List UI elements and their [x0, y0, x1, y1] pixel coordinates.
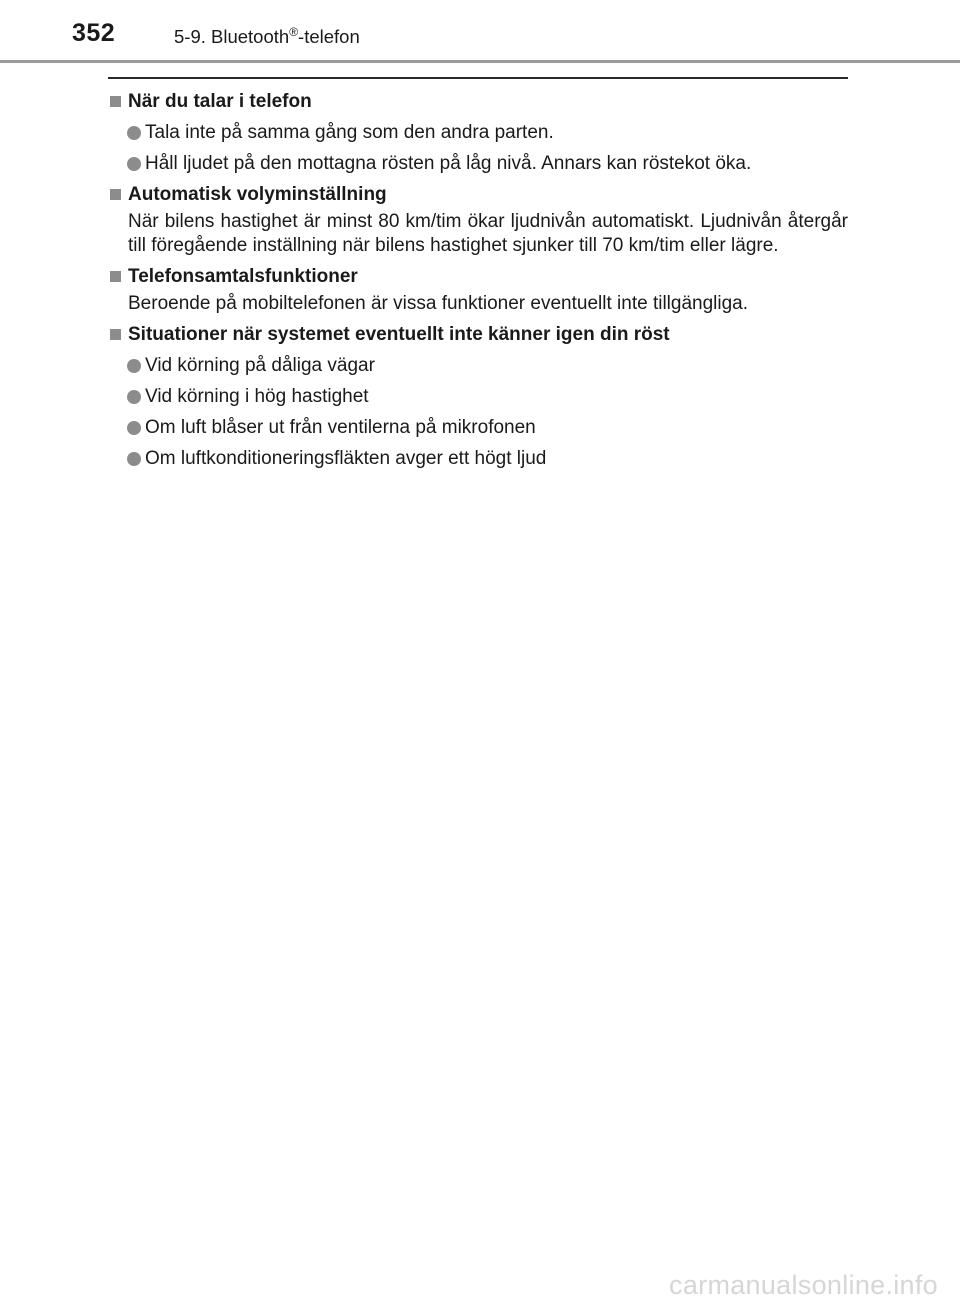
list-item-text: Vid körning på dåliga vägar — [145, 355, 375, 376]
section-title — [174, 26, 360, 48]
section-title-prefix: 5-9. Bluetooth — [174, 26, 290, 47]
list-item — [108, 152, 848, 176]
page-number: 352 — [72, 19, 116, 47]
header-divider — [0, 60, 960, 63]
section-heading-functions — [108, 265, 848, 289]
circle-bullet-icon — [127, 452, 141, 466]
registered-mark: ® — [289, 25, 299, 39]
square-bullet-icon — [110, 329, 121, 340]
list-item — [108, 416, 848, 440]
square-bullet-icon — [110, 96, 121, 107]
heading-text: Situationer när systemet eventuellt inte känner igen din röst — [128, 324, 670, 345]
list-item-text: Om luft blåser ut från ventilerna på mikrofonen — [145, 417, 536, 438]
list-item-text: Tala inte på samma gång som den andra parten. — [145, 122, 554, 143]
square-bullet-icon — [110, 271, 121, 282]
list-item — [108, 447, 848, 471]
list-item — [108, 385, 848, 409]
watermark: carmanualsonline.info — [669, 1270, 938, 1300]
section-title-suffix: -telefon — [298, 26, 360, 47]
heading-text: Telefonsamtalsfunktioner — [128, 266, 358, 287]
list-item-text: Håll ljudet på den mottagna rösten på låg nivå. Annars kan röstekot öka. — [145, 153, 752, 174]
circle-bullet-icon — [127, 421, 141, 435]
content-divider — [108, 77, 848, 79]
section-heading-call — [108, 90, 848, 114]
heading-text: När du talar i telefon — [128, 91, 312, 112]
circle-bullet-icon — [127, 157, 141, 171]
page-content — [108, 90, 848, 471]
section-heading-voice — [108, 323, 848, 347]
paragraph: Beroende på mobiltelefonen är vissa funktioner eventuellt inte tillgängliga. — [128, 293, 749, 314]
list-item-text: Vid körning i hög hastighet — [145, 386, 369, 407]
list-item — [108, 354, 848, 378]
heading-text: Automatisk volyminställning — [128, 184, 387, 205]
paragraph: När bilens hastighet är minst 80 km/tim ökar ljudnivån automatiskt. Ljudnivån återgår till föregående inställning när bilens hastighet sjunker till 70 km/tim eller lägre. — [128, 211, 848, 256]
list-item-text: Om luftkonditioneringsfläkten avger ett högt ljud — [145, 448, 547, 469]
circle-bullet-icon — [127, 390, 141, 404]
list-item — [108, 121, 848, 145]
section-heading-volume — [108, 183, 848, 207]
square-bullet-icon — [110, 189, 121, 200]
circle-bullet-icon — [127, 359, 141, 373]
page-header — [0, 0, 960, 62]
circle-bullet-icon — [127, 126, 141, 140]
